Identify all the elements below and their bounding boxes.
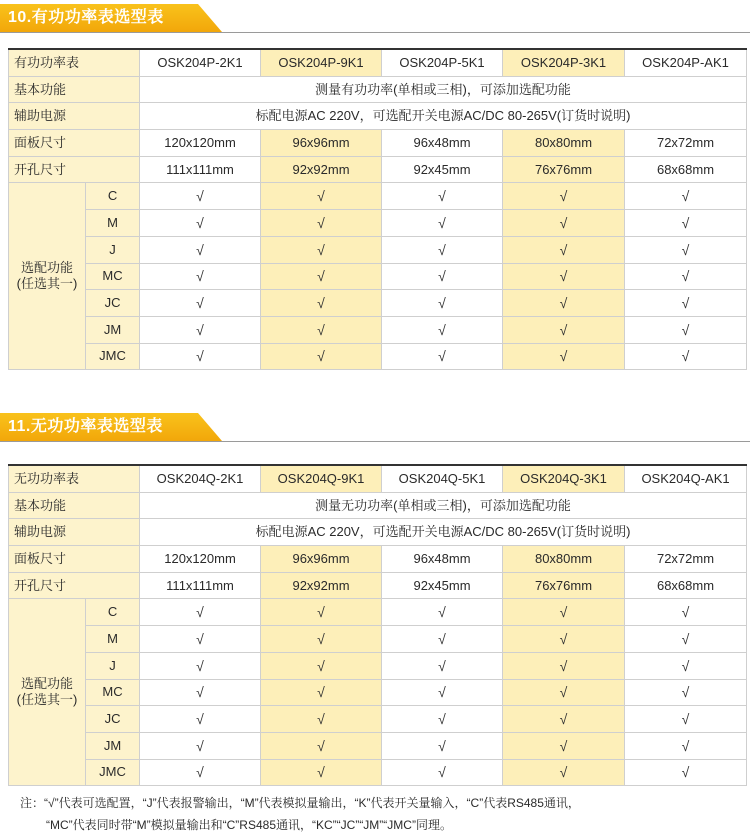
section-rule [0,441,750,442]
row-label: 开孔尺寸 [9,156,140,183]
basic-function-row [9,76,747,103]
option-code: MC [86,263,140,290]
check-mark: √ [625,599,747,626]
cutout-size-row [9,572,747,599]
basic-function-row [9,492,747,519]
model-cell: OSK204Q-AK1 [625,465,747,492]
check-mark: √ [140,343,261,370]
row-label: 有功功率表 [9,49,140,76]
row-label: 无功功率表 [9,465,140,492]
check-mark: √ [261,290,382,317]
check-mark: √ [140,263,261,290]
check-mark: √ [625,343,747,370]
option-group-line: 选配功能 [20,676,73,692]
check-mark: √ [625,706,747,733]
row-label: 面板尺寸 [9,130,140,157]
check-mark: √ [625,236,747,263]
section-header-active-power [0,4,750,38]
check-mark: √ [140,732,261,759]
cutout-size-cell: 76x76mm [503,156,625,183]
row-label: 开孔尺寸 [9,572,140,599]
check-mark: √ [625,759,747,786]
panel-size-cell: 120x120mm [140,130,261,157]
check-mark: √ [261,759,382,786]
check-mark: √ [140,706,261,733]
panel-size-cell: 120x120mm [140,546,261,573]
option-row [9,210,747,237]
check-mark: √ [503,183,625,210]
basic-function-value: 测量无功功率(单相或三相)，可添加选配功能 [140,492,747,519]
check-mark: √ [503,599,625,626]
option-code: JMC [86,343,140,370]
option-row [9,316,747,343]
option-row [9,290,747,317]
check-mark: √ [503,706,625,733]
option-group-line: 选配功能 [20,260,73,276]
panel-size-cell: 72x72mm [625,130,747,157]
option-code: JC [86,706,140,733]
model-cell: OSK204Q-9K1 [261,465,382,492]
check-mark: √ [625,679,747,706]
check-mark: √ [503,316,625,343]
option-code: C [86,599,140,626]
option-code: JC [86,290,140,317]
check-mark: √ [382,759,503,786]
check-mark: √ [503,236,625,263]
reactive-power-selection-table [8,464,747,786]
row-label: 面板尺寸 [9,546,140,573]
option-code: JM [86,732,140,759]
check-mark: √ [261,679,382,706]
option-code: MC [86,679,140,706]
check-mark: √ [503,290,625,317]
panel-size-row [9,130,747,157]
option-group-label [9,599,86,786]
check-mark: √ [261,706,382,733]
check-mark: √ [261,732,382,759]
option-row [9,263,747,290]
check-mark: √ [382,732,503,759]
check-mark: √ [625,652,747,679]
option-row [9,652,747,679]
check-mark: √ [382,343,503,370]
check-mark: √ [503,732,625,759]
check-mark: √ [261,236,382,263]
aux-power-value: 标配电源AC 220V，可选配开关电源AC/DC 80-265V(订货时说明) [140,519,747,546]
check-mark: √ [140,599,261,626]
check-mark: √ [261,652,382,679]
check-mark: √ [140,290,261,317]
check-mark: √ [503,679,625,706]
check-mark: √ [382,679,503,706]
check-mark: √ [625,316,747,343]
active-power-selection-table [8,48,747,370]
cutout-size-cell: 111x111mm [140,572,261,599]
option-row [9,236,747,263]
panel-size-cell: 96x48mm [382,546,503,573]
check-mark: √ [140,210,261,237]
option-code: M [86,626,140,653]
check-mark: √ [503,343,625,370]
check-mark: √ [382,263,503,290]
check-mark: √ [261,183,382,210]
check-mark: √ [140,759,261,786]
model-row [9,465,747,492]
footnote-line-2: “MC”代表同时带“M”模拟量输出和“C”RS485通讯，“KC”“JC”“JM”“JMC”同理。 [46,818,452,832]
check-mark: √ [382,183,503,210]
check-mark: √ [261,599,382,626]
check-mark: √ [140,183,261,210]
check-mark: √ [503,759,625,786]
check-mark: √ [625,263,747,290]
option-row [9,706,747,733]
cutout-size-cell: 92x92mm [261,156,382,183]
option-group-line: (任选其一) [16,692,78,708]
cutout-size-cell: 76x76mm [503,572,625,599]
panel-size-cell: 96x48mm [382,130,503,157]
model-cell: OSK204Q-5K1 [382,465,503,492]
row-label: 基本功能 [9,76,140,103]
cutout-size-cell: 92x45mm [382,572,503,599]
option-code: M [86,210,140,237]
check-mark: √ [140,652,261,679]
row-label: 辅助电源 [9,519,140,546]
section-header-reactive-power [0,413,750,447]
check-mark: √ [382,210,503,237]
option-row [9,599,747,626]
cutout-size-row [9,156,747,183]
check-mark: √ [625,210,747,237]
check-mark: √ [140,679,261,706]
aux-power-row [9,103,747,130]
cutout-size-cell: 111x111mm [140,156,261,183]
model-cell: OSK204P-5K1 [382,49,503,76]
check-mark: √ [625,290,747,317]
aux-power-value: 标配电源AC 220V，可选配开关电源AC/DC 80-265V(订货时说明) [140,103,747,130]
option-row [9,732,747,759]
check-mark: √ [625,183,747,210]
check-mark: √ [503,626,625,653]
section-title: 11.无功功率表选型表 [8,418,163,435]
check-mark: √ [261,263,382,290]
option-row [9,343,747,370]
option-row [9,183,747,210]
option-row [9,759,747,786]
check-mark: √ [382,236,503,263]
check-mark: √ [382,290,503,317]
panel-size-cell: 96x96mm [261,130,382,157]
check-mark: √ [382,706,503,733]
check-mark: √ [261,210,382,237]
check-mark: √ [503,210,625,237]
panel-size-cell: 80x80mm [503,130,625,157]
check-mark: √ [140,626,261,653]
option-group-line: (任选其一) [16,276,78,292]
panel-size-cell: 96x96mm [261,546,382,573]
section-rule [0,32,750,33]
model-row [9,49,747,76]
model-cell: OSK204P-9K1 [261,49,382,76]
check-mark: √ [261,343,382,370]
option-code: J [86,652,140,679]
row-label: 辅助电源 [9,103,140,130]
option-group-label [9,183,86,370]
check-mark: √ [625,626,747,653]
section-title: 10.有功功率表选型表 [8,9,164,26]
check-mark: √ [261,316,382,343]
check-mark: √ [503,652,625,679]
aux-power-row [9,519,747,546]
option-row [9,626,747,653]
check-mark: √ [140,316,261,343]
panel-size-cell: 80x80mm [503,546,625,573]
footnote-line-1: 注：“√”代表可选配置，“J”代表报警输出，“M”代表模拟量输出，“K”代表开关量输入，“C”代表RS485通讯， [20,796,580,810]
panel-size-cell: 72x72mm [625,546,747,573]
option-code: C [86,183,140,210]
cutout-size-cell: 92x45mm [382,156,503,183]
check-mark: √ [382,626,503,653]
option-row [9,679,747,706]
option-code: J [86,236,140,263]
check-mark: √ [503,263,625,290]
model-cell: OSK204P-2K1 [140,49,261,76]
model-cell: OSK204P-3K1 [503,49,625,76]
model-cell: OSK204Q-2K1 [140,465,261,492]
panel-size-row [9,546,747,573]
model-cell: OSK204P-AK1 [625,49,747,76]
cutout-size-cell: 68x68mm [625,156,747,183]
option-code: JMC [86,759,140,786]
basic-function-value: 测量有功功率(单相或三相)，可添加选配功能 [140,76,747,103]
check-mark: √ [382,599,503,626]
check-mark: √ [382,316,503,343]
check-mark: √ [261,626,382,653]
row-label: 基本功能 [9,492,140,519]
model-cell: OSK204Q-3K1 [503,465,625,492]
cutout-size-cell: 92x92mm [261,572,382,599]
check-mark: √ [140,236,261,263]
option-code: JM [86,316,140,343]
check-mark: √ [625,732,747,759]
cutout-size-cell: 68x68mm [625,572,747,599]
check-mark: √ [382,652,503,679]
footnote [20,792,745,836]
